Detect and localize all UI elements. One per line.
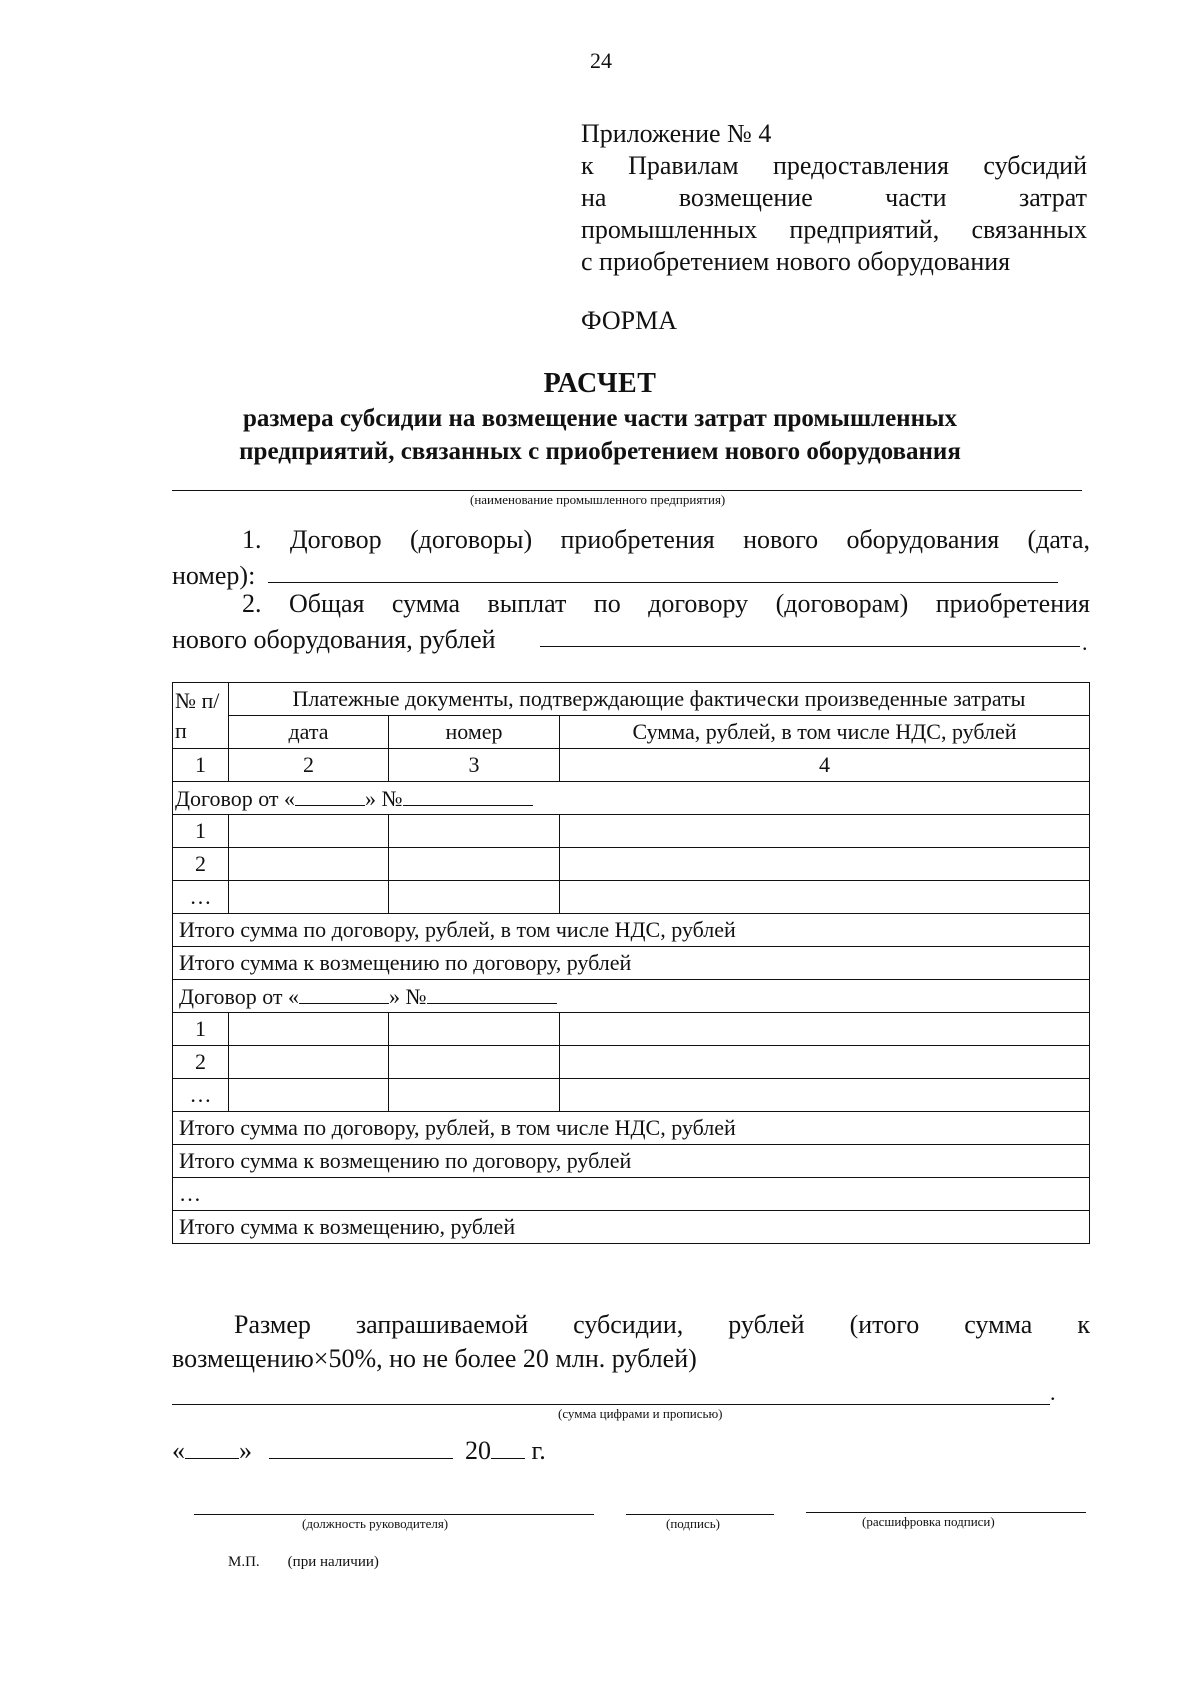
document-subtitle xyxy=(0,402,1200,468)
number-cell[interactable] xyxy=(389,815,560,848)
contract-2-label xyxy=(173,980,1090,1013)
year-suffix: г. xyxy=(531,1436,546,1465)
row-number: 1 xyxy=(173,815,229,848)
form-label: ФОРМА xyxy=(581,306,677,335)
period-mark: . xyxy=(1082,630,1088,655)
table-row xyxy=(173,848,1090,881)
appendix-line: с приобретением нового оборудования xyxy=(581,247,1011,276)
total-contract-label: Итого сумма по договору, рублей, в том числе НДС, рублей xyxy=(173,914,1090,947)
appendix-line: промышленных предприятий, связанных xyxy=(581,215,1087,244)
number-cell[interactable] xyxy=(389,1046,560,1079)
contract-number-blank[interactable] xyxy=(427,983,557,1004)
date-cell[interactable] xyxy=(229,1013,389,1046)
total-reimbursement-contract-label: Итого сумма к возмещению по договору, рублей xyxy=(173,947,1090,980)
contract-mid: » № xyxy=(365,785,403,811)
date-cell[interactable] xyxy=(229,815,389,848)
signature-decode-caption: (расшифровка подписи) xyxy=(862,1514,995,1529)
sum-cell[interactable] xyxy=(560,881,1090,914)
row-number: 2 xyxy=(173,848,229,881)
month-blank[interactable] xyxy=(269,1438,453,1459)
table-index-row xyxy=(173,749,1090,782)
item-1-line: 1. Договор (договоры) приобретения нового оборудования (дата, xyxy=(242,525,1090,554)
stamp-place xyxy=(228,1554,407,1571)
subtitle-line: предприятий, связанных с приобретением нового оборудования xyxy=(239,438,961,465)
signature-decode-line[interactable] xyxy=(806,1512,1086,1513)
date-cell[interactable] xyxy=(229,1046,389,1079)
day-blank[interactable] xyxy=(185,1438,239,1459)
header-date: дата xyxy=(229,716,389,749)
sum-cell[interactable] xyxy=(560,1046,1090,1079)
total-row xyxy=(173,947,1090,980)
appendix-number: Приложение № 4 xyxy=(581,119,772,148)
item-1-line: номер): xyxy=(172,561,256,590)
table-row xyxy=(173,1178,1090,1211)
contract-mid: » № xyxy=(389,983,427,1009)
header-payment-docs: Платежные документы, подтверждающие фактически произведенные затраты xyxy=(229,683,1090,716)
number-cell[interactable] xyxy=(389,848,560,881)
total-reimbursement-label: Итого сумма к возмещению, рублей xyxy=(173,1211,1090,1244)
calculation-table xyxy=(172,682,1090,1244)
subsidy-size-line: Размер запрашиваемой субсидии, рублей (итого сумма к xyxy=(234,1310,1090,1339)
item-1 xyxy=(172,522,1090,594)
total-row xyxy=(173,1112,1090,1145)
subsidy-size xyxy=(172,1308,1090,1376)
year-blank[interactable] xyxy=(491,1438,525,1459)
table-row xyxy=(173,1079,1090,1112)
index-cell: 3 xyxy=(389,749,560,782)
signature-caption: (подпись) xyxy=(666,1516,720,1531)
contract-prefix: Договор от « xyxy=(175,785,296,811)
sum-cell[interactable] xyxy=(560,1079,1090,1112)
sum-cell[interactable] xyxy=(560,1013,1090,1046)
position-line[interactable] xyxy=(194,1514,594,1515)
number-cell[interactable] xyxy=(389,881,560,914)
contract-row xyxy=(173,782,1090,815)
sum-cell[interactable] xyxy=(560,848,1090,881)
stamp-note: (при наличии) xyxy=(287,1554,379,1570)
contract-row xyxy=(173,980,1090,1013)
contract-1-label xyxy=(173,782,1090,815)
total-row xyxy=(173,914,1090,947)
appendix-line: на возмещение части затрат xyxy=(581,183,1087,212)
row-number: … xyxy=(173,881,229,914)
document-title: РАСЧЕТ xyxy=(543,368,657,399)
period-mark: . xyxy=(1050,1380,1056,1405)
date-open-quote: « xyxy=(172,1436,185,1465)
number-cell[interactable] xyxy=(389,1013,560,1046)
enterprise-name-line[interactable] xyxy=(172,490,1082,491)
subsidy-size-line: возмещению×50%, но не более 20 млн. рублей) xyxy=(172,1344,697,1373)
subtitle-line: размера субсидии на возмещение части затрат промышленных xyxy=(242,405,957,432)
contract-date-number-line[interactable] xyxy=(268,582,1058,583)
page-number: 24 xyxy=(590,48,612,73)
signature-line[interactable] xyxy=(626,1514,774,1515)
date-close-quote: » xyxy=(239,1436,252,1465)
contract-prefix: Договор от « xyxy=(179,983,300,1009)
sum-cell[interactable] xyxy=(560,815,1090,848)
ellipsis-row: … xyxy=(173,1178,1090,1211)
contract-day-blank[interactable] xyxy=(295,785,365,806)
number-cell[interactable] xyxy=(389,1079,560,1112)
row-number: 1 xyxy=(173,1013,229,1046)
total-contract-label: Итого сумма по договору, рублей, в том числе НДС, рублей xyxy=(173,1112,1090,1145)
total-row xyxy=(173,1211,1090,1244)
row-number: … xyxy=(173,1079,229,1112)
total-row xyxy=(173,1145,1090,1178)
table-row xyxy=(173,881,1090,914)
appendix-header xyxy=(581,118,1087,278)
position-caption: (должность руководителя) xyxy=(302,1516,449,1531)
contract-day-blank[interactable] xyxy=(299,983,389,1004)
subsidy-sum-line[interactable] xyxy=(172,1404,1050,1405)
table-header-row xyxy=(173,716,1090,749)
date-cell[interactable] xyxy=(229,848,389,881)
row-number: 2 xyxy=(173,1046,229,1079)
appendix-line: к Правилам предоставления субсидий xyxy=(581,151,1087,180)
year-prefix: 20 xyxy=(465,1436,491,1465)
header-sum: Сумма, рублей, в том числе НДС, рублей xyxy=(560,716,1090,749)
table-row xyxy=(173,1013,1090,1046)
index-cell: 2 xyxy=(229,749,389,782)
item-2-line: 2. Общая сумма выплат по договору (договорам) приобретения xyxy=(242,589,1090,618)
index-cell: 1 xyxy=(173,749,229,782)
table-row xyxy=(173,815,1090,848)
date-cell[interactable] xyxy=(229,1079,389,1112)
total-payment-line[interactable] xyxy=(540,646,1080,647)
enterprise-caption: (наименование промышленного предприятия) xyxy=(470,492,726,507)
item-2 xyxy=(172,586,1090,658)
sum-caption: (сумма цифрами и прописью) xyxy=(558,1406,723,1421)
date-line xyxy=(172,1436,546,1466)
date-cell[interactable] xyxy=(229,881,389,914)
table-header-row xyxy=(173,683,1090,716)
total-reimbursement-contract-label: Итого сумма к возмещению по договору, рублей xyxy=(173,1145,1090,1178)
index-cell: 4 xyxy=(560,749,1090,782)
header-number: номер xyxy=(389,716,560,749)
header-no: № п/п xyxy=(173,683,229,749)
table-row xyxy=(173,1046,1090,1079)
contract-number-blank[interactable] xyxy=(403,785,533,806)
item-2-line: нового оборудования, рублей xyxy=(172,625,496,654)
stamp-label: М.П. xyxy=(228,1554,260,1570)
